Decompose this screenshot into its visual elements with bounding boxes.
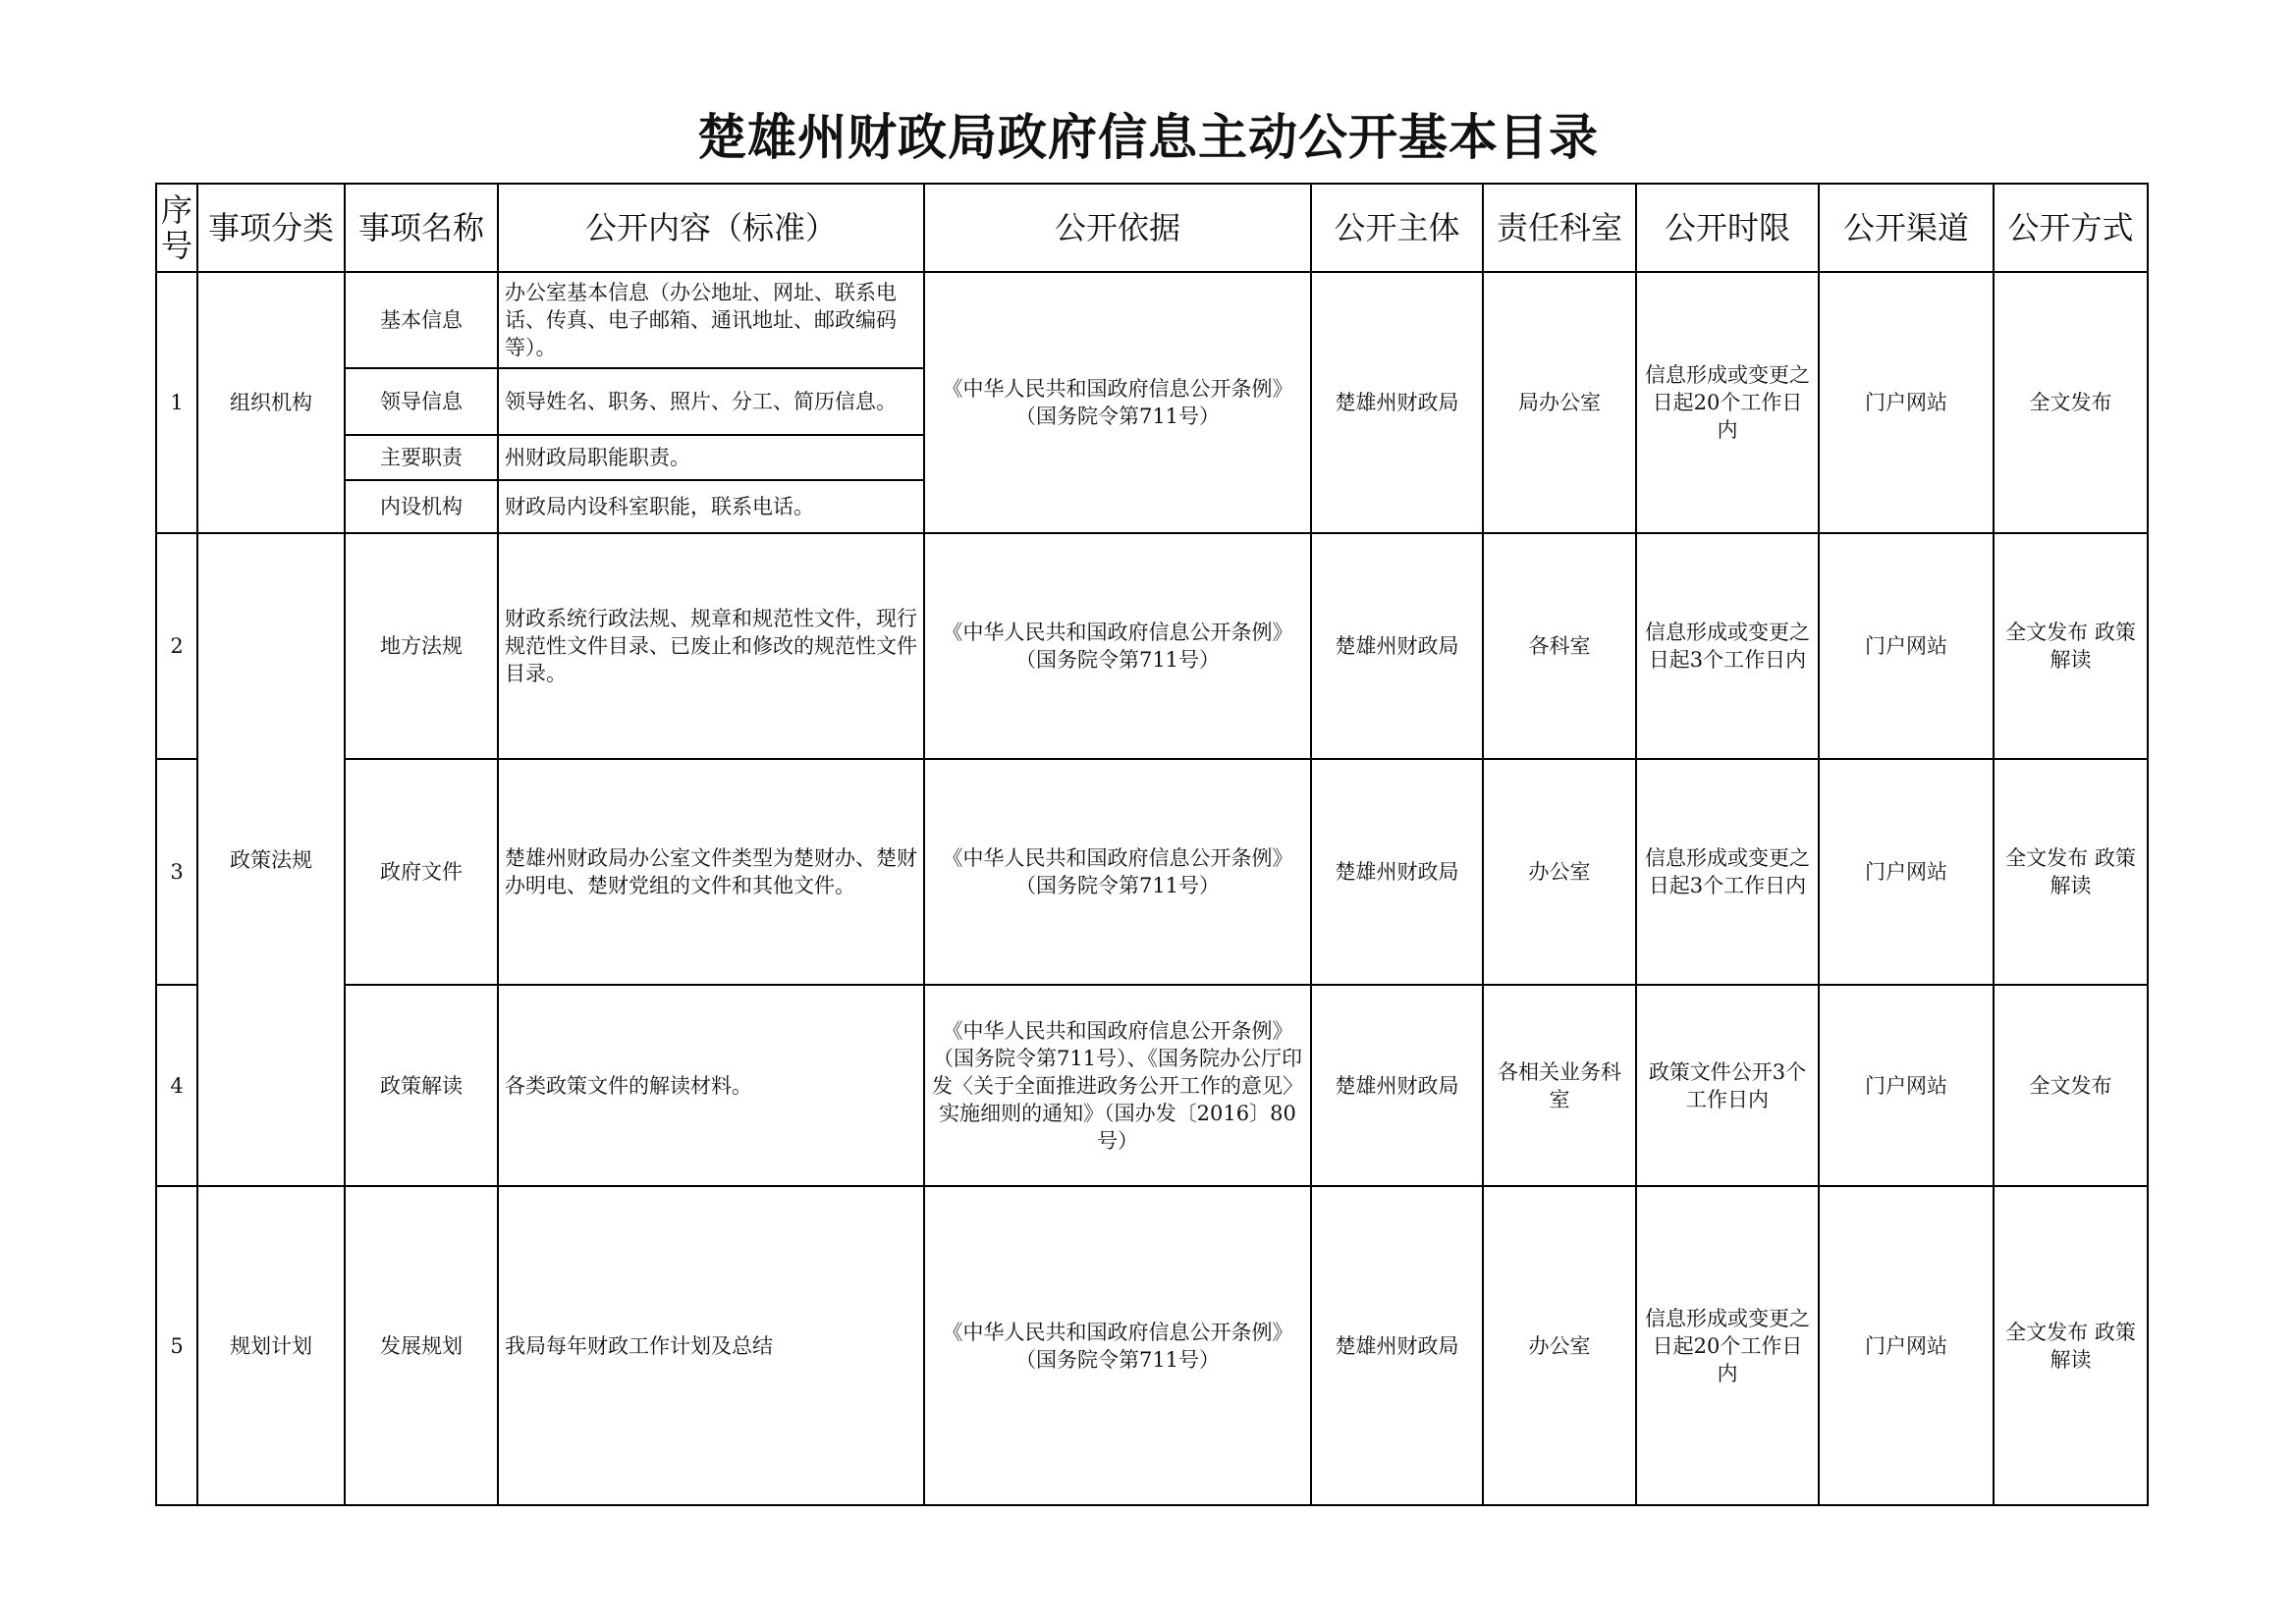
row-item: 领导信息	[345, 368, 498, 435]
row-time-limit: 信息形成或变更之日起20个工作日内	[1636, 1186, 1819, 1505]
row-subject: 楚雄州财政局	[1311, 759, 1483, 985]
header-method: 公开方式	[1994, 184, 2148, 272]
header-office: 责任科室	[1483, 184, 1636, 272]
row-subject: 楚雄州财政局	[1311, 272, 1483, 533]
table-row	[156, 985, 2148, 1186]
table-row	[156, 533, 2148, 759]
row-content: 办公室基本信息（办公地址、网址、联系电话、传真、电子邮箱、通讯地址、邮政编码等）。	[498, 272, 924, 368]
row-method: 全文发布	[1994, 985, 2148, 1186]
header-item: 事项名称	[345, 184, 498, 272]
row-category: 政策法规	[197, 533, 345, 1186]
header-content: 公开内容（标准）	[498, 184, 924, 272]
row-office: 局办公室	[1483, 272, 1636, 533]
page-title: 楚雄州财政局政府信息主动公开基本目录	[697, 109, 1599, 166]
catalog-table	[155, 183, 2149, 1506]
row-seq: 2	[156, 533, 197, 759]
header-channel: 公开渠道	[1819, 184, 1994, 272]
header-seq: 序号	[156, 184, 197, 272]
row-category: 组织机构	[197, 272, 345, 533]
row-seq: 1	[156, 272, 197, 533]
row-content: 楚雄州财政局办公室文件类型为楚财办、楚财办明电、楚财党组的文件和其他文件。	[498, 759, 924, 985]
row-content: 我局每年财政工作计划及总结	[498, 1186, 924, 1505]
row-subject: 楚雄州财政局	[1311, 985, 1483, 1186]
row-content: 领导姓名、职务、照片、分工、简历信息。	[498, 368, 924, 435]
row-channel: 门户网站	[1819, 985, 1994, 1186]
row-item: 政策解读	[345, 985, 498, 1186]
row-seq: 5	[156, 1186, 197, 1505]
row-method: 全文发布 政策解读	[1994, 759, 2148, 985]
row-category: 规划计划	[197, 1186, 345, 1505]
row-basis: 《中华人民共和国政府信息公开条例》（国务院令第711号）	[924, 272, 1311, 533]
row-seq: 4	[156, 985, 197, 1186]
row-method: 全文发布 政策解读	[1994, 1186, 2148, 1505]
row-time-limit: 政策文件公开3个工作日内	[1636, 985, 1819, 1186]
row-item: 内设机构	[345, 480, 498, 533]
row-item: 发展规划	[345, 1186, 498, 1505]
header-subject: 公开主体	[1311, 184, 1483, 272]
header-time-limit: 公开时限	[1636, 184, 1819, 272]
row-office: 办公室	[1483, 1186, 1636, 1505]
row-basis: 《中华人民共和国政府信息公开条例》（国务院令第711号）	[924, 759, 1311, 985]
row-subject: 楚雄州财政局	[1311, 533, 1483, 759]
row-basis: 《中华人民共和国政府信息公开条例》（国务院令第711号）	[924, 1186, 1311, 1505]
header-basis: 公开依据	[924, 184, 1311, 272]
row-time-limit: 信息形成或变更之日起3个工作日内	[1636, 533, 1819, 759]
row-channel: 门户网站	[1819, 272, 1994, 533]
row-item: 政府文件	[345, 759, 498, 985]
table-row	[156, 1186, 2148, 1505]
row-channel: 门户网站	[1819, 533, 1994, 759]
header-row	[156, 184, 2148, 272]
row-office: 各科室	[1483, 533, 1636, 759]
row-time-limit: 信息形成或变更之日起20个工作日内	[1636, 272, 1819, 533]
row-content: 财政系统行政法规、规章和规范性文件，现行规范性文件目录、已废止和修改的规范性文件目录。	[498, 533, 924, 759]
row-method: 全文发布	[1994, 272, 2148, 533]
row-content: 财政局内设科室职能，联系电话。	[498, 480, 924, 533]
row-time-limit: 信息形成或变更之日起3个工作日内	[1636, 759, 1819, 985]
row-office: 各相关业务科室	[1483, 985, 1636, 1186]
row-basis: 《中华人民共和国政府信息公开条例》（国务院令第711号）、《国务院办公厅印发〈关于全面推进政务公开工作的意见〉实施细则的通知》（国办发〔2016〕80号）	[924, 985, 1311, 1186]
row-channel: 门户网站	[1819, 1186, 1994, 1505]
row-basis: 《中华人民共和国政府信息公开条例》（国务院令第711号）	[924, 533, 1311, 759]
row-content: 州财政局职能职责。	[498, 435, 924, 480]
row-item: 地方法规	[345, 533, 498, 759]
row-method: 全文发布 政策解读	[1994, 533, 2148, 759]
table-row	[156, 272, 2148, 368]
row-item: 基本信息	[345, 272, 498, 368]
row-item: 主要职责	[345, 435, 498, 480]
row-content: 各类政策文件的解读材料。	[498, 985, 924, 1186]
row-subject: 楚雄州财政局	[1311, 1186, 1483, 1505]
header-category: 事项分类	[197, 184, 345, 272]
row-channel: 门户网站	[1819, 759, 1994, 985]
row-seq: 3	[156, 759, 197, 985]
row-office: 办公室	[1483, 759, 1636, 985]
table-row	[156, 759, 2148, 985]
